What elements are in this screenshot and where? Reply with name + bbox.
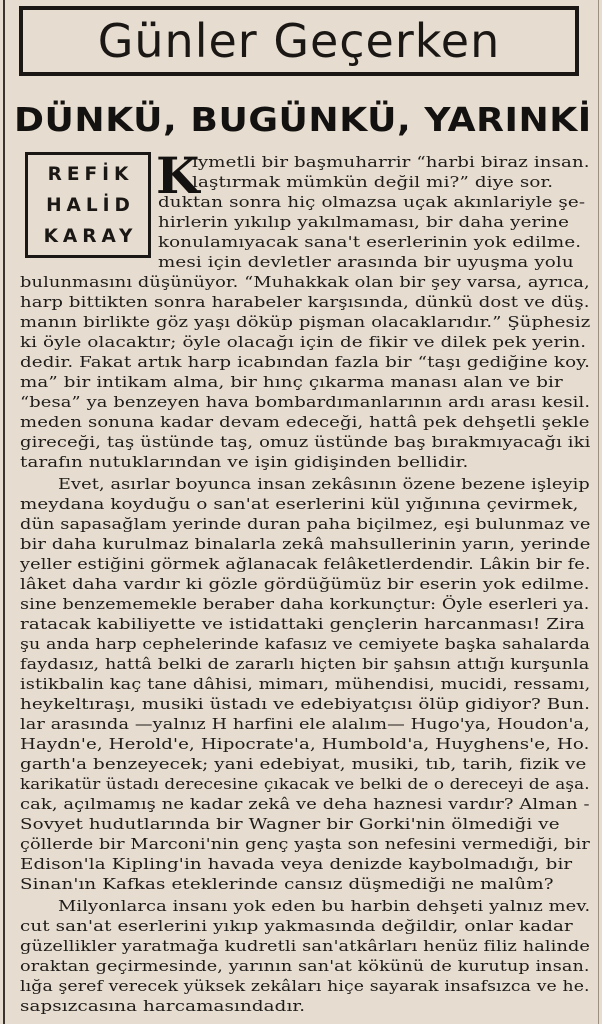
column-rule-left	[3, 0, 5, 1024]
text-line: çöllerde bir Marconi'nin genç yaşta son nefesini vermediği, bir	[20, 836, 590, 853]
author-first-name: REFİK	[47, 163, 134, 185]
text-line: lığa şeref verecek yüksek zekâları hiçe sayarak insafsızca ve he.	[20, 978, 590, 995]
text-line: Milyonlarca insanı yok eden bu harbin dehşeti yalnız mev.	[58, 898, 591, 915]
text-line: hirlerin yıkılıp yakılmaması, bir daha yerine	[158, 214, 570, 231]
text-line: ma” bir intikam alma, bir hınç çıkarma manası alan ve bir	[20, 374, 563, 391]
text-line: şu anda harp cephelerinde kafasız ve cemiyete başka sahalarda	[20, 636, 590, 653]
text-line: cut san'at eserlerini yıkıp yakmasında değildir, onlar kadar	[20, 918, 573, 935]
text-line: meden sonuna kadar devam edeceği, hattâ pek dehşetli şekle	[20, 414, 590, 431]
author-last-name: KARAY	[43, 225, 138, 247]
text-line: bulunmasını düşünüyor. “Muhakkak olan bir şey varsa, ayrıca,	[20, 274, 590, 291]
text-line: yeller estiğini görmek ağlanacak felâketlerdendir. Lâkin bir fe.	[20, 556, 591, 573]
text-line: meydana koyduğu o san'at eserlerini kül yığınına çevirmek,	[20, 496, 579, 513]
text-line: ıymetli bir başmuharrir “harbi biraz insan.	[192, 154, 590, 171]
text-line: istikbalin kaç tane dâhisi, mimarı, mühendisi, mucidi, ressamı,	[20, 676, 591, 693]
column-title: Günler Geçerken	[97, 14, 501, 68]
article-headline: DÜNKÜ, BUGÜNKÜ, YARINKİ	[14, 100, 592, 139]
text-line: dün sapasağlam yerinde duran paha biçilmez, eşi bulunmaz ve	[20, 516, 591, 533]
text-line: Haydn'e, Herold'e, Hipocrate'a, Humbold'a, Huyghens'e, Ho.	[20, 736, 590, 753]
text-line: bir daha kurulmaz binalarla zekâ mahsullerinin yarın, yerinde	[20, 536, 591, 553]
text-line: lâket daha vardır ki gözle gördüğümüz bir eserin yok edilme.	[20, 576, 590, 593]
text-line: duktan sonra hiç olmazsa uçak akınlariyle şe-	[158, 194, 586, 211]
text-line: lar arasında —yalnız H harfini ele alalım— Hugo'ya, Houdon'a,	[20, 716, 590, 733]
text-line: ki öyle olacaktır; öyle olacağı için de fikir ve dilek pek yerin.	[20, 334, 587, 351]
text-line: Evet, asırlar boyunca insan zekâsının özene bezene işleyip	[58, 476, 590, 493]
text-line: garth'a benzeyecek; yani edebiyat, musiki, tıb, tarih, fizik ve	[20, 756, 587, 773]
text-line: manın birlikte göz yaşı döküp pişman olacaklarıdır.” Şüphesiz	[20, 314, 591, 331]
text-line: dedir. Fakat artık harp icabından fazla bir “taşı gediğine koy.	[20, 354, 591, 371]
text-line: gireceği, taş üstünde taş, omuz üstünde baş bırakmıyacağı iki	[20, 434, 591, 451]
text-line: harp bittikten sonra harabeler karşısında, dünkü dost ve düş.	[20, 294, 590, 311]
text-line: mesi için devletler arasında bir uyuşma yolu	[158, 254, 574, 271]
text-line: sapsızcasına harcamasındadır.	[20, 998, 306, 1015]
text-line: Sinan'ın Kafkas eteklerinde cansız düşmediği ne malûm?	[20, 876, 554, 893]
text-line: sine benzememekle beraber daha korkunçtur: Öyle eserleri ya.	[20, 596, 590, 613]
text-line: güzellikler yaratmağa kudretli san'atkârları henüz filiz halinde	[20, 938, 591, 955]
text-line: heykeltıraşı, musiki üstadı ve edebiyatçısı ölüp gidiyor? Bun.	[20, 696, 590, 713]
text-line: laştırmak mümkün değil mi?” diye sor.	[192, 174, 554, 191]
text-line: faydasız, hattâ belki de zararlı hiçten bir şahsın attığı kurşunla	[20, 656, 590, 673]
text-line: cak, açılmamış ne kadar zekâ ve deha haznesi vardır? Alman -	[20, 796, 590, 813]
text-line: ratacak kabiliyette ve istidattaki gençlerin harcanması! Zira	[20, 616, 585, 633]
text-line: oraktan geçirmesinde, yarının san'at kökünü de kurutup insan.	[20, 958, 590, 975]
drop-cap: K	[156, 146, 200, 205]
text-line: konulamıyacak sana't eserlerinin yok edilme.	[158, 234, 582, 251]
text-line: Edison'la Kipling'in havada veya denizde kaybolmadığı, bir	[20, 856, 573, 873]
column-rule-right	[598, 0, 599, 1024]
author-middle-name: HALİD	[46, 194, 135, 216]
text-line: Sovyet hudutlarında bir Wagner bir Gorki'nin ölmediği ve	[20, 816, 560, 833]
author-byline-box	[25, 152, 151, 258]
column-header-box	[19, 6, 579, 76]
text-line: karikatür üstadı derecesine çıkacak ve belki de o dereceyi de aşa.	[20, 776, 590, 793]
text-line: “besa” ya benzeyen hava bombardımanlarının ardı arası kesil.	[20, 394, 591, 411]
text-line: tarafın nutuklarından ve işin gidişinden bellidir.	[20, 454, 469, 471]
